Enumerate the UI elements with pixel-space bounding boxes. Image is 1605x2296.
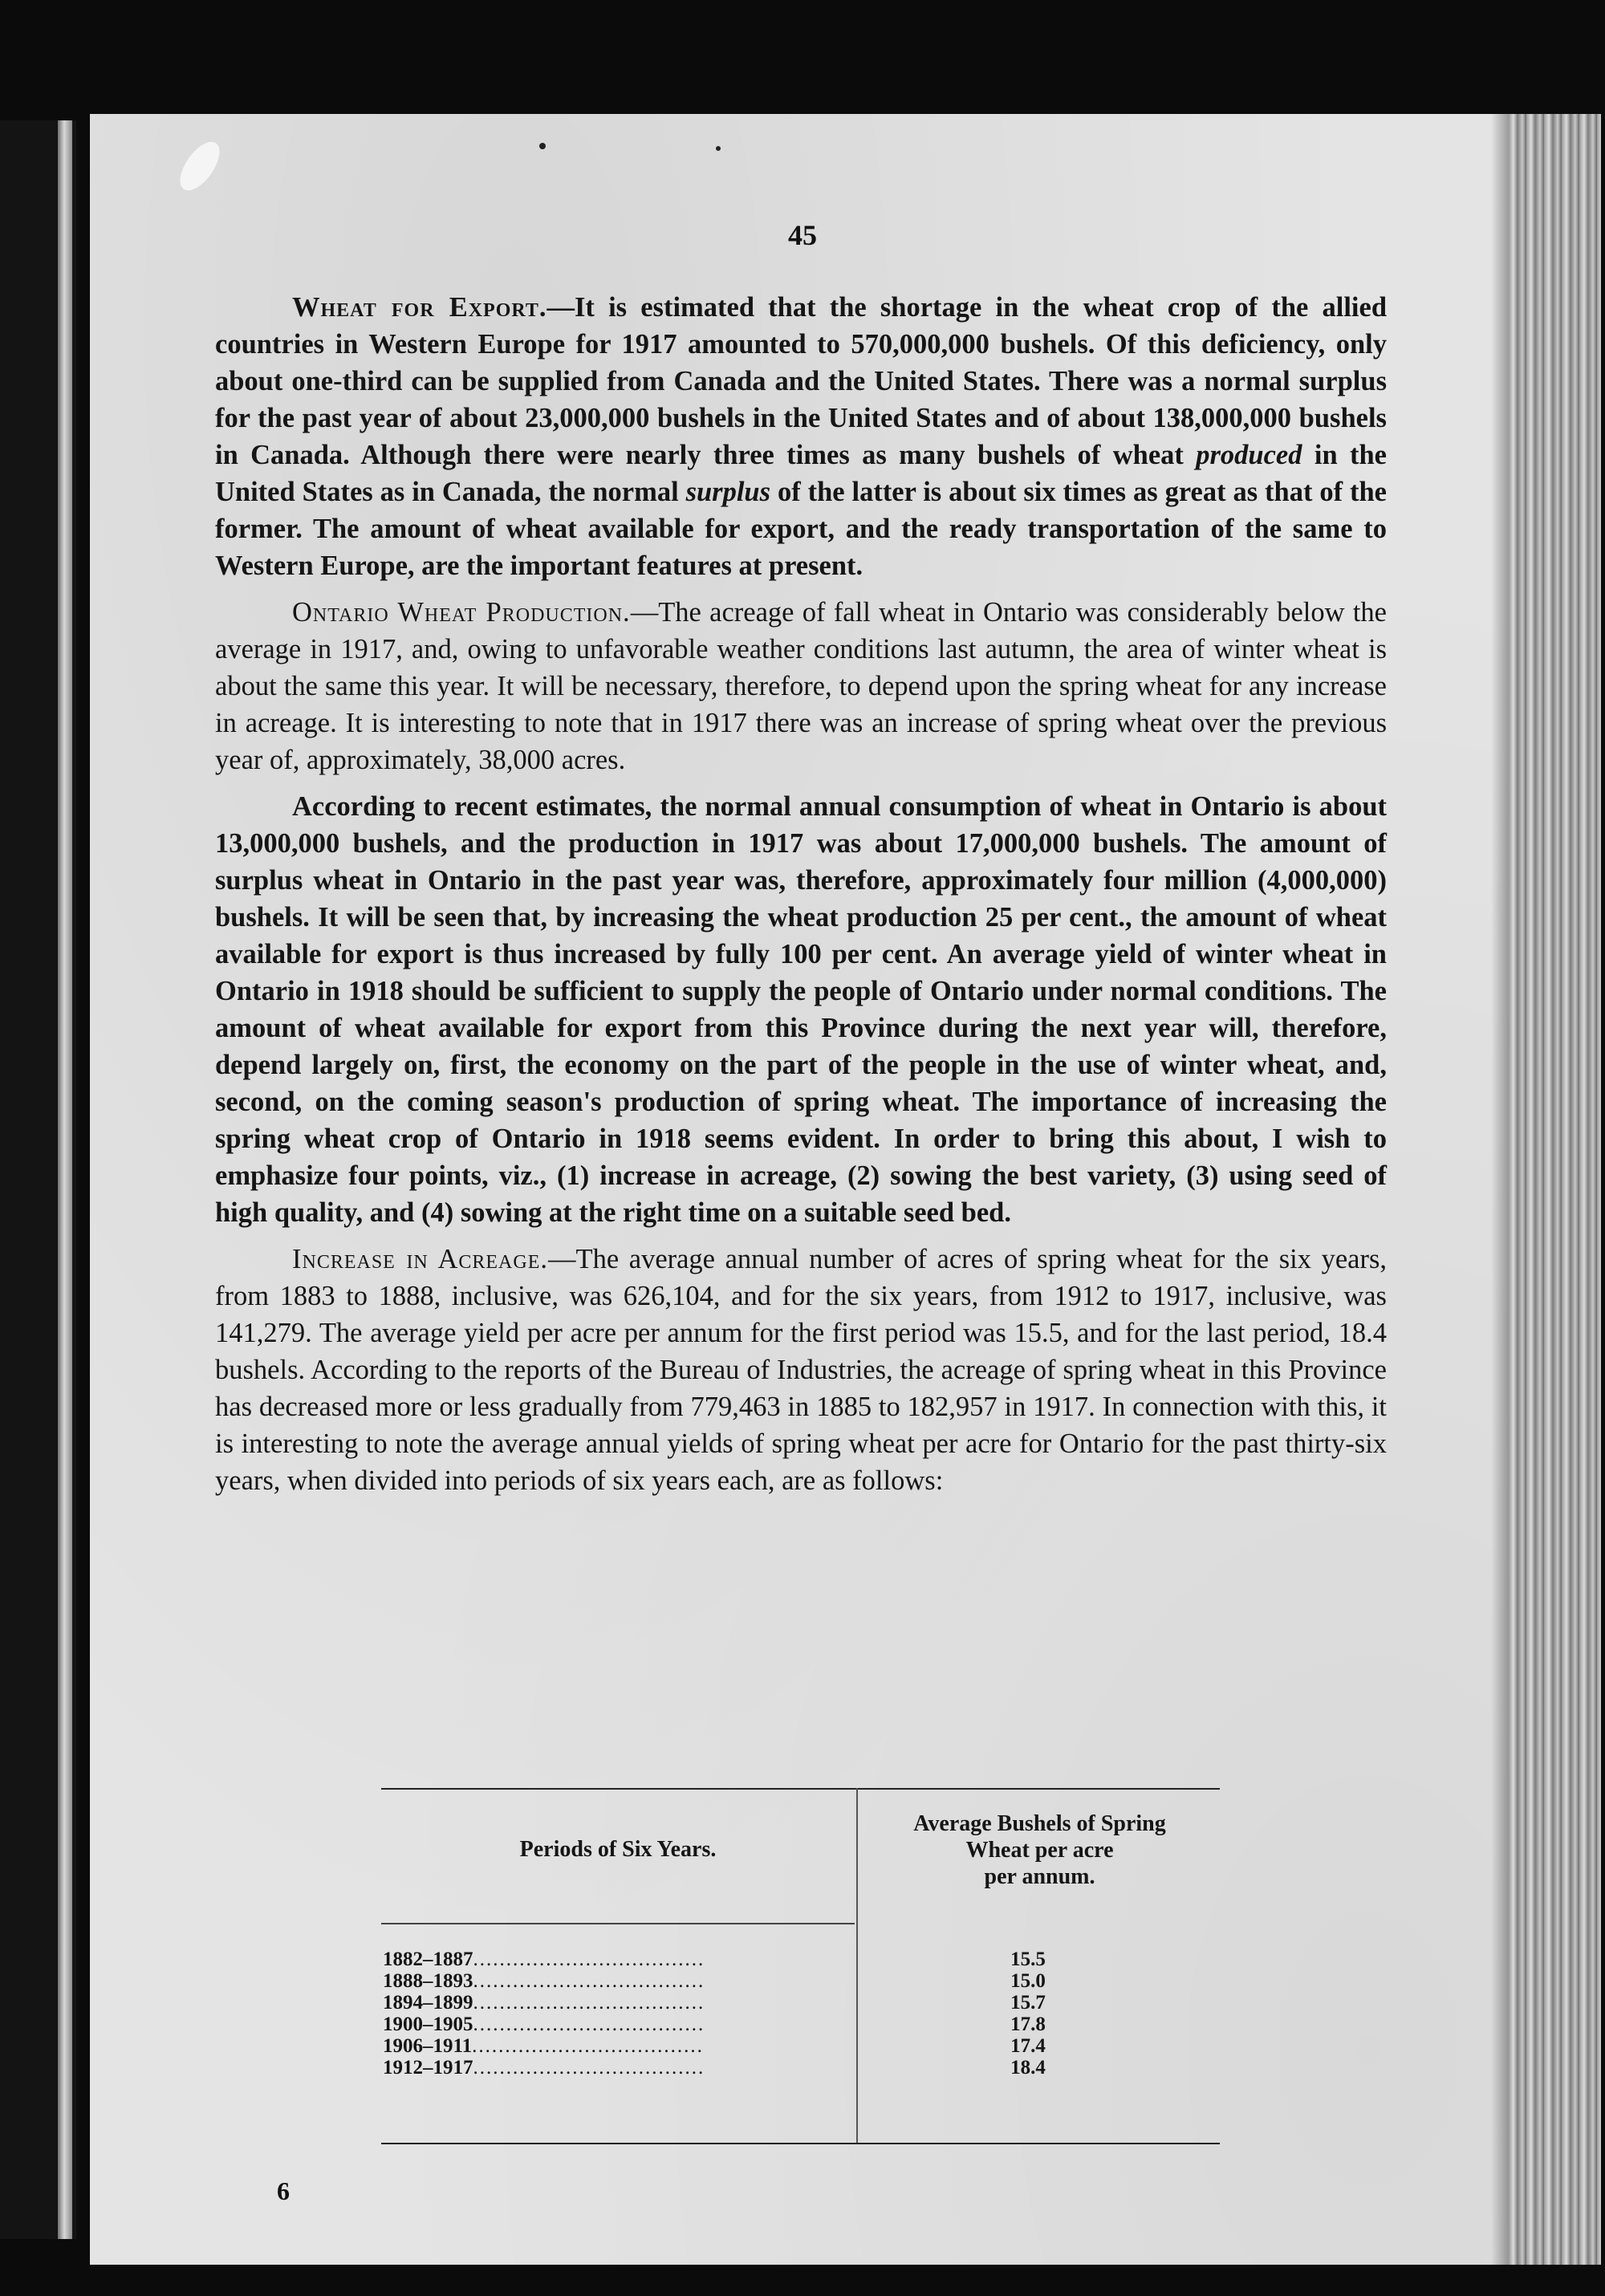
- table-row: [381, 1992, 1220, 2014]
- table-body: [381, 1949, 1220, 2079]
- scan-speck: [539, 143, 546, 149]
- period-cell: [383, 2014, 852, 2035]
- paragraph-increase-in-acreage: [215, 1241, 1387, 1499]
- leader-dots: ...................................: [473, 1970, 705, 1992]
- leader-dots: ...................................: [472, 2035, 704, 2057]
- leader-dots: ...................................: [473, 1949, 705, 1970]
- signature-mark: 6: [277, 2176, 290, 2205]
- period-cell: [383, 1970, 852, 1992]
- yield-table: [381, 1788, 1220, 2144]
- period-cell: [383, 2035, 852, 2057]
- table-header-average-bushels: [859, 1810, 1220, 1890]
- leader-dots: ...................................: [473, 2014, 705, 2035]
- period-label: 1906–1911: [383, 2035, 473, 2057]
- table-row: [381, 2014, 1220, 2035]
- paragraph-ontario-wheat-production: [215, 594, 1387, 778]
- paragraph-text: of the latter is about six times as great as that of the former. The amount of wheat available for export, and the ready transportation of the same to Western Europe, are the important features at present.: [215, 477, 1387, 581]
- table-top-rule: [381, 1788, 1220, 1790]
- gutter-shadow: [1491, 114, 1510, 2265]
- table-header-periods: Periods of Six Years.: [519, 1837, 717, 1862]
- header-line: Wheat per acre: [965, 1838, 1114, 1863]
- leader-dots: ...................................: [473, 2057, 705, 2079]
- body-text: [215, 289, 1387, 1509]
- facing-page-edge: [58, 120, 72, 2239]
- header-line: per annum.: [984, 1864, 1095, 1889]
- period-label: 1882–1887: [383, 1949, 473, 1970]
- table-row: [381, 2035, 1220, 2057]
- table-header-rule: [381, 1923, 855, 1924]
- value-cell: 17.8: [1010, 2014, 1046, 2035]
- paragraph-text: —The acreage of fall wheat in Ontario was considerably below the average in 1917, and, owing to unfavorable weather conditions last autumn, the area of winter wheat is about the same this year. It will be necessary, therefore, to depend upon the spring wheat for any increase in acreage. It is interesting to note that in 1917 there was an increase of spring wheat over the previous year of, approximately, 38,000 acres.: [215, 597, 1387, 775]
- period-label: 1912–1917: [383, 2057, 473, 2079]
- book-binding-edge: [1509, 114, 1601, 2265]
- table-bottom-rule: [381, 2143, 1220, 2144]
- period-cell: [383, 1992, 852, 2014]
- period-cell: [383, 2057, 852, 2079]
- table-row: [381, 2057, 1220, 2079]
- period-label: 1888–1893: [383, 1970, 473, 1992]
- paragraph-consumption: According to recent estimates, the normal annual consumption of wheat in Ontario is about 13,000,000 bushels, and the production in 1917 was about 17,000,000 bushels. The amount of surplus wheat in Ontario in the past year was, therefore, approximately four million (4,000,000) bushels. It will be seen that, by increasing the wheat production 25 per cent., the amount of wheat available for export is thus increased by fully 100 per cent. An average yield of winter wheat in Ontario in 1918 should be sufficient to supply the people of Ontario under normal conditions. The amount of wheat available for export from this Province during the next year will, therefore, depend largely on, first, the economy on the part of the people in the use of winter wheat, and, second, on the coming season's production of spring wheat. The importance of increasing the spring wheat crop of Ontario in 1918 seems evident. In order to bring this about, I wish to emphasize four points, viz., (1) increase in acreage, (2) sowing the best variety, (3) using seed of high quality, and (4) sowing at the right time on a suitable seed bed.: [215, 791, 1387, 1228]
- leader-dots: ...................................: [473, 1992, 705, 2014]
- section-heading-ontario-wheat-production: Ontario Wheat Production.: [292, 597, 631, 628]
- value-cell: 15.7: [1010, 1992, 1046, 2014]
- value-cell: 17.4: [1010, 2035, 1046, 2057]
- emphasis-surplus: surplus: [685, 477, 771, 507]
- value-cell: 18.4: [1010, 2057, 1046, 2079]
- value-cell: 15.5: [1010, 1949, 1046, 1970]
- period-cell: [383, 1949, 852, 1970]
- paragraph-text: —It is estimated that the shortage in the wheat crop of the allied countries in Western Europe for 1917 amounted to 570,000,000 bushels. Of this deficiency, only about one-third can be supplied from Canada and the United States. There was a normal surplus for the past year of about 23,000,000 bushels in the United States and of about 138,000,000 bushels in Canada. Although there were nearly three times as many bushels of wheat: [215, 292, 1388, 470]
- table-row: [381, 1970, 1220, 1992]
- paragraph-text: —The average annual number of acres of spring wheat for the six years, from 1883 to 1888, inclusive, was 626,104, and for the six years, from 1912 to 1917, inclusive, was 141,279. The average yield per acre per annum for the first period was 15.5, and for the last period, 18.4 bushels. According to the reports of the Bureau of Industries, the acreage of spring wheat in this Province has decreased more or less gradually from 779,463 in 1885 to 182,957 in 1917. In connection with this, it is interesting to note the average annual yields of spring wheat per acre for Ontario for the past thirty-six years, when divided into periods of six years each, are as follows:: [215, 1244, 1388, 1496]
- header-line: Average Bushels of Spring: [913, 1811, 1166, 1836]
- scan-blemish: [173, 136, 227, 197]
- paragraph-wheat-for-export: [215, 289, 1387, 584]
- table-row: [381, 1949, 1220, 1970]
- period-label: 1894–1899: [383, 1992, 473, 2014]
- paragraph-text: in the United States as in Canada, the normal: [215, 440, 1387, 507]
- period-label: 1900–1905: [383, 2014, 473, 2035]
- page-number: 45: [788, 219, 817, 251]
- emphasis-produced: produced: [1196, 440, 1302, 470]
- scan-speck: [716, 146, 721, 151]
- value-cell: 15.0: [1010, 1970, 1046, 1992]
- section-heading-wheat-for-export: Wheat for Export.: [292, 292, 547, 323]
- section-heading-increase-in-acreage: Increase in Acreage.: [292, 1244, 549, 1274]
